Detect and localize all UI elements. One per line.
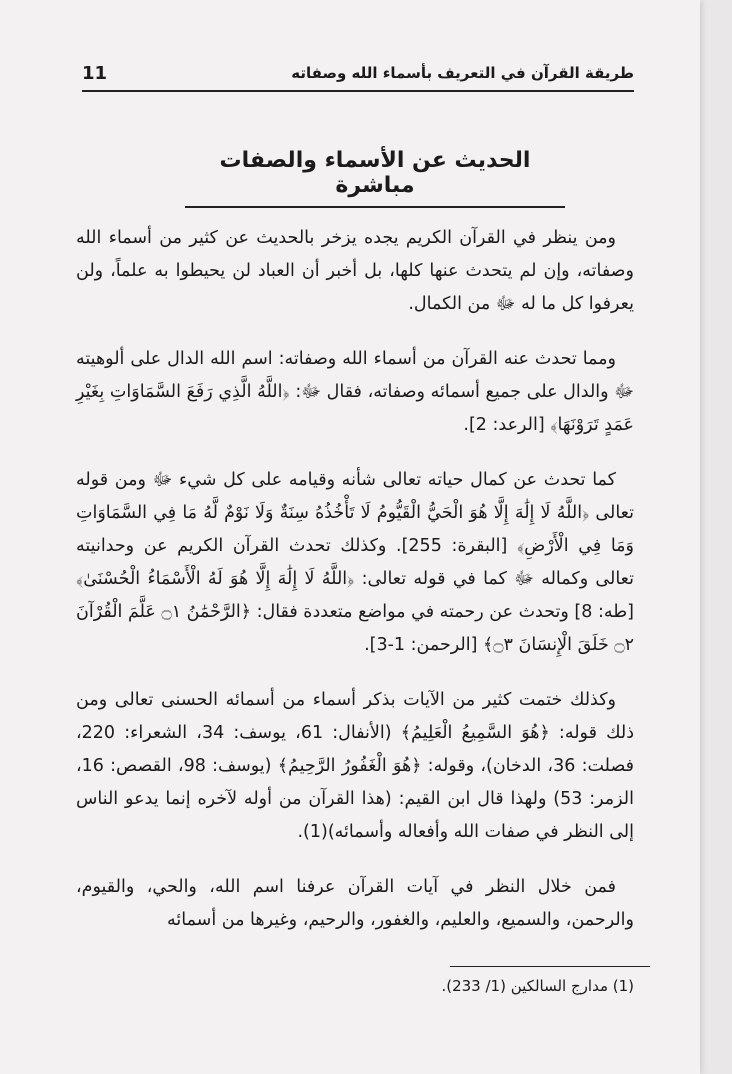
paragraph: كما تحدث عن كمال حياته تعالى شأنه وقيامه على كل شيء ﷻ ومن قوله تعالى ﴿اللَّهُ لَا إِلَٰهَ إِلَّا هُوَ الْحَيُّ الْقَيُّومُ لَا تَأْخُذُهُ سِنَةٌ وَلَا نَوْمٌ لَّهُ مَا فِي السَّمَاوَاتِ وَمَا فِي الْأَرْضِ﴾ [البقرة: 255]. وكذلك تحدث القرآن الكريم عن وحدانيته تعالى وكماله ﷻ كما في قوله تعالى: ﴿اللَّهُ لَا إِلَٰهَ إِلَّا هُوَ لَهُ الْأَسْمَاءُ الْحُسْنَىٰ﴾ [طه: 8] وتحدث عن رحمته في مواضع متعددة فقال: ﴿الرَّحْمَٰنُ ۝١ عَلَّمَ الْقُرْآنَ ۝٢ خَلَقَ الْإِنسَانَ ۝٣﴾ [الرحمن: 1-3]. <box>76 470 634 655</box>
footnote-divider <box>450 966 650 967</box>
paragraph: ومن ينظر في القرآن الكريم يجده يزخر بالحديث عن كثير من أسماء الله وصفاته، وإن لم يتحدث عنها كلها، بل أخبر أن العباد لن يحيطوا به علماً، ولن يعرفوا كل ما له ﷻ من الكمال. <box>76 228 634 314</box>
body-text <box>76 222 634 937</box>
section-title: الحديث عن الأسماء والصفات مباشرة <box>185 148 565 208</box>
running-title: طريقة القرآن في التعريف بأسماء الله وصفاته <box>291 64 634 82</box>
page-header <box>82 56 634 92</box>
page-number: 11 <box>82 62 108 84</box>
paragraph: ومما تحدث عنه القرآن من أسماء الله وصفاته: اسم الله الدال على ألوهيته ﷻ والدال على جميع أسمائه وصفاته، فقال ﷻ: ﴿اللَّهُ الَّذِي رَفَعَ السَّمَاوَاتِ بِغَيْرِ عَمَدٍ تَرَوْنَهَا﴾ [الرعد: 2]. <box>76 349 634 435</box>
paragraph: فمن خلال النظر في آيات القرآن عرفنا اسم الله، والحي، والقيوم، والرحمن، والسميع، والعليم، والغفور، والرحيم، وغيرها من أسمائه <box>76 877 634 930</box>
footnote: (1) مدارج السالكين (1/ 233). <box>441 977 634 995</box>
paragraph: وكذلك ختمت كثير من الآيات بذكر أسماء من أسمائه الحسنى تعالى ومن ذلك قوله: ﴿هُوَ السَّمِيعُ الْعَلِيمُ﴾ (الأنفال: 61، يوسف: 34، الشعراء: 220، فصلت: 36، الدخان)، وقوله: ﴿هُوَ الْغَفُورُ الرَّحِيمُ﴾ (يوسف: 98، القصص: 16، الزمر: 53) ولهذا قال ابن القيم: (هذا القرآن من أوله لآخره إنما يدعو الناس إلى النظر في صفات الله وأفعاله وأسمائه)(1). <box>76 690 634 842</box>
